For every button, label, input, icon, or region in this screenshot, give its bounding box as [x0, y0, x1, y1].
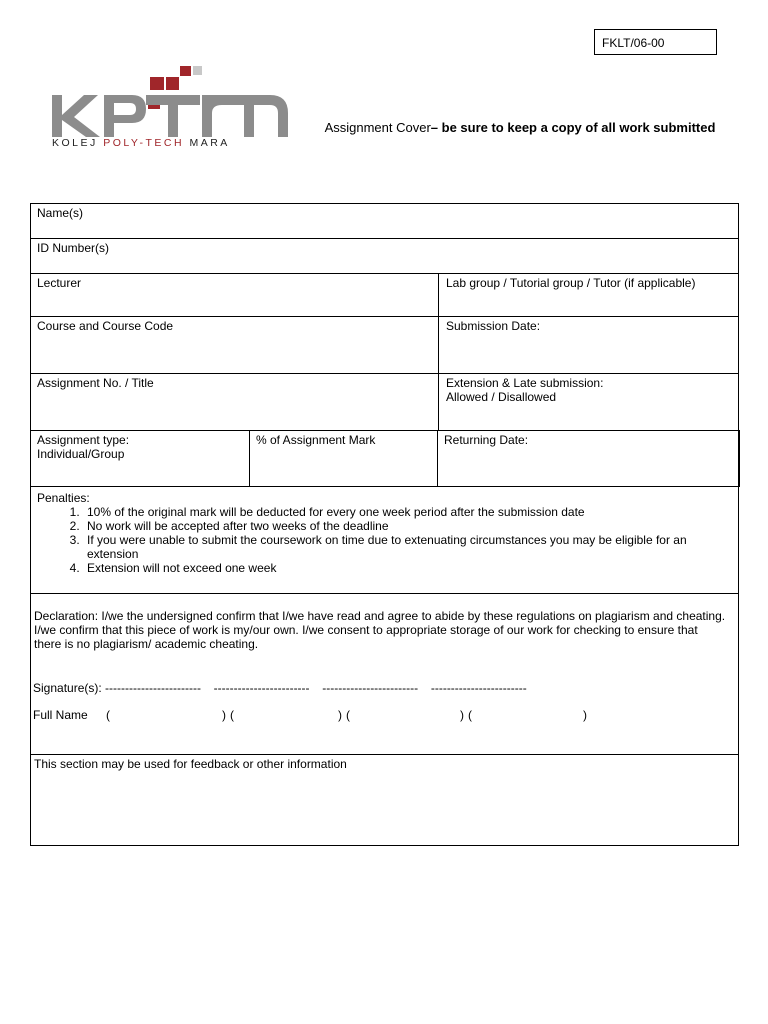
penalties-list	[37, 505, 738, 575]
logo-subtitle-mara: MARA	[184, 137, 230, 149]
fullname-close-2: )	[338, 708, 342, 722]
feedback-section[interactable]	[30, 754, 739, 846]
signature-line-4[interactable]: ------------------------	[430, 681, 527, 695]
percent-mark-label: % of Assignment Mark	[256, 433, 376, 447]
form-code: FKLT/06-00	[602, 36, 665, 50]
percent-mark-field[interactable]	[249, 430, 438, 487]
form-code-box	[594, 29, 717, 55]
assignment-type-field[interactable]	[30, 430, 250, 487]
fullname-open-1: (	[106, 708, 110, 722]
declaration-text: Declaration: I/we the undersigned confirm that I/we have read and agree to abide by these regulations on plagiarism and cheating. I/we confirm that this piece of work is my/our own. I/we consent to appropriate storage of our work for checking to ensure that there is no plagiarism/ academic cheating.	[34, 609, 726, 651]
id-numbers-field[interactable]	[30, 238, 739, 274]
names-field[interactable]	[30, 203, 739, 239]
extension-field[interactable]	[438, 373, 739, 431]
lab-group-field[interactable]	[438, 273, 739, 317]
extension-label: Extension & Late submission:	[446, 376, 604, 390]
assignment-title-field[interactable]	[30, 373, 439, 431]
penalty-item: 1. 10% of the original mark will be deducted for every one week period after the submission date	[83, 505, 738, 519]
returning-date-field[interactable]	[437, 430, 740, 487]
lecturer-field[interactable]	[30, 273, 439, 317]
penalty-item: 3. If you were unable to submit the coursework on time due to extenuating circumstances you may be eligible for an extension	[83, 533, 738, 561]
lab-group-label: Lab group / Tutorial group / Tutor (if applicable)	[446, 276, 696, 290]
declaration-section	[30, 593, 739, 755]
assignment-type-options: Individual/Group	[37, 447, 125, 461]
signature-line-3[interactable]: ------------------------	[322, 681, 419, 695]
logo-subtitle	[52, 137, 230, 149]
fullname-open-2: (	[230, 708, 234, 722]
course-label: Course and Course Code	[37, 319, 174, 333]
fullname-open-4: (	[468, 708, 472, 722]
signature-line-1[interactable]: ------------------------	[105, 681, 201, 695]
fullname-open-3: (	[346, 708, 350, 722]
submission-date-field[interactable]	[438, 316, 739, 374]
penalties-heading: Penalties:	[37, 491, 90, 505]
signature-row	[33, 681, 527, 695]
logo-subtitle-kolej: KOLEJ	[52, 137, 104, 149]
page-title	[310, 119, 730, 136]
assignment-title-label: Assignment No. / Title	[37, 376, 154, 390]
fullname-label: Full Name	[33, 708, 88, 722]
course-field[interactable]	[30, 316, 439, 374]
extension-options: Allowed / Disallowed	[446, 390, 557, 404]
title-normal: Assignment Cover	[324, 120, 431, 135]
penalty-item: 4. Extension will not exceed one week	[83, 561, 738, 575]
penalty-item: 2. No work will be accepted after two weeks of the deadline	[83, 519, 738, 533]
logo-subtitle-polytech: POLY-TECH	[103, 137, 185, 149]
signature-line-2[interactable]: ------------------------	[213, 681, 310, 695]
kptm-logo	[50, 65, 292, 155]
feedback-label: This section may be used for feedback or other information	[34, 757, 347, 771]
submission-date-label: Submission Date:	[446, 319, 541, 333]
assignment-type-label: Assignment type:	[37, 433, 130, 447]
penalties-section	[30, 486, 739, 594]
lecturer-label: Lecturer	[37, 276, 82, 290]
names-label: Name(s)	[37, 206, 84, 220]
fullname-close-4: )	[583, 708, 587, 722]
returning-date-label: Returning Date:	[444, 433, 529, 447]
title-bold: – be sure to keep a copy of all work submitted	[430, 120, 716, 135]
fullname-close-1: )	[222, 708, 226, 722]
signature-label: Signature(s):	[33, 681, 102, 695]
fullname-close-3: )	[460, 708, 464, 722]
id-numbers-label: ID Number(s)	[37, 241, 110, 255]
